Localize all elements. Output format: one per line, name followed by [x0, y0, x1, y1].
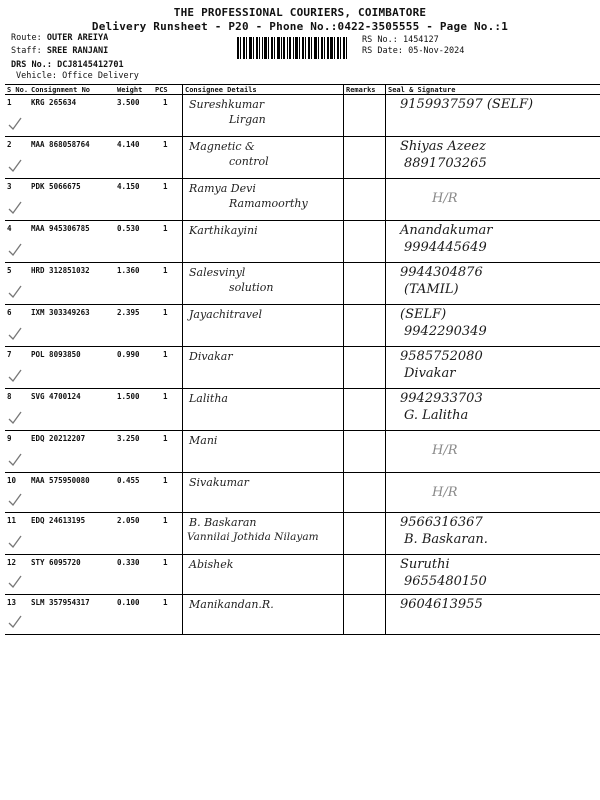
check-mark-icon [8, 535, 22, 549]
consignment-cell [29, 513, 115, 555]
sno-cell [5, 263, 29, 305]
sno-value: 10 [7, 476, 17, 485]
remarks-cell [344, 473, 386, 513]
pcs-cell [153, 95, 183, 137]
consignee-name-line: solution [229, 281, 274, 294]
pcs-value: 1 [163, 308, 168, 317]
pcs-cell [153, 305, 183, 347]
consignee-cell [183, 137, 344, 179]
signature-text: (TAMIL) [404, 282, 459, 297]
consignee-name-line: Divakar [189, 350, 233, 363]
table-row [5, 347, 600, 389]
check-mark-icon [8, 201, 22, 215]
col-sno: S No. [7, 85, 29, 94]
sno-cell [5, 95, 29, 137]
table-row [5, 305, 600, 347]
sno-cell [5, 595, 29, 635]
sno-value: 4 [7, 224, 12, 233]
table-row [5, 431, 600, 473]
seal-signature-cell [386, 513, 600, 555]
check-mark-icon [8, 453, 22, 467]
weight-cell [115, 555, 153, 595]
sno-cell [5, 431, 29, 473]
table-row [5, 221, 600, 263]
signature-text: H/R [432, 191, 458, 206]
weight-cell [115, 513, 153, 555]
rs-date-label: RS Date: [362, 46, 403, 56]
consignment-cell [29, 555, 115, 595]
sno-value: 2 [7, 140, 12, 149]
consignee-cell [183, 513, 344, 555]
consignee-cell [183, 473, 344, 513]
consignment-cell [29, 431, 115, 473]
weight-value: 0.530 [117, 224, 140, 233]
consignee-name-line: Manikandan.R. [189, 598, 274, 611]
remarks-cell [344, 513, 386, 555]
consignee-name-line: Abishek [189, 558, 234, 571]
signature-text: 9604613955 [400, 597, 483, 612]
remarks-cell [344, 431, 386, 473]
check-mark-icon [8, 243, 22, 257]
sno-cell [5, 389, 29, 431]
weight-cell [115, 389, 153, 431]
consignment-number: KRG 265634 [31, 98, 77, 107]
consignment-cell [29, 179, 115, 221]
table-row [5, 389, 600, 431]
weight-value: 4.140 [117, 140, 140, 149]
consignee-name-line: Mani [189, 434, 218, 447]
staff-label: Staff: [11, 46, 42, 56]
consignment-cell [29, 473, 115, 513]
sno-cell [5, 221, 29, 263]
drs-line [11, 60, 124, 70]
consignee-cell [183, 555, 344, 595]
sno-cell [5, 347, 29, 389]
table-row [5, 595, 600, 635]
consignee-name-line: B. Baskaran [189, 516, 257, 529]
consignment-number: SVG 4700124 [31, 392, 81, 401]
sno-cell [5, 137, 29, 179]
check-mark-icon [8, 369, 22, 383]
consignment-cell [29, 137, 115, 179]
sno-value: 1 [7, 98, 12, 107]
sno-value: 5 [7, 266, 12, 275]
consignment-cell [29, 389, 115, 431]
table-row [5, 555, 600, 595]
sno-value: 7 [7, 350, 12, 359]
weight-cell [115, 347, 153, 389]
weight-cell [115, 473, 153, 513]
consignee-name-line: Vannilai Jothida Nilayam [187, 531, 319, 543]
seal-signature-cell [386, 263, 600, 305]
check-mark-icon [8, 159, 22, 173]
weight-cell [115, 263, 153, 305]
remarks-cell [344, 137, 386, 179]
weight-value: 0.455 [117, 476, 140, 485]
seal-signature-cell [386, 179, 600, 221]
weight-value: 0.990 [117, 350, 140, 359]
pcs-value: 1 [163, 350, 168, 359]
seal-signature-cell [386, 137, 600, 179]
remarks-cell [344, 555, 386, 595]
vehicle-label: Vehicle: [16, 71, 57, 81]
signature-text: 9159937597 (SELF) [400, 97, 534, 112]
table-header-row [5, 85, 600, 95]
weight-cell [115, 221, 153, 263]
consignment-number: STY 6095720 [31, 558, 81, 567]
pcs-value: 1 [163, 598, 168, 607]
pcs-value: 1 [163, 434, 168, 443]
signature-text: B. Baskaran. [404, 532, 488, 547]
staff-line [11, 46, 108, 56]
consignee-cell [183, 305, 344, 347]
consignment-number: MAA 575950080 [31, 476, 90, 485]
consignment-number: MAA 868058764 [31, 140, 90, 149]
pcs-cell [153, 431, 183, 473]
table-row [5, 179, 600, 221]
signature-text: Shiyas Azeez [400, 139, 486, 154]
pcs-value: 1 [163, 516, 168, 525]
seal-signature-cell [386, 555, 600, 595]
rs-no-value: 1454127 [402, 35, 439, 45]
remarks-cell [344, 347, 386, 389]
signature-text: 9585752080 [400, 349, 483, 364]
consignee-cell [183, 263, 344, 305]
pcs-cell [153, 347, 183, 389]
vehicle-line [16, 71, 139, 81]
consignee-name-line: Sureshkumar [189, 98, 265, 111]
pcs-cell [153, 137, 183, 179]
remarks-cell [344, 221, 386, 263]
consignment-cell [29, 95, 115, 137]
signature-text: 9942933703 [400, 391, 483, 406]
pcs-cell [153, 263, 183, 305]
drs-value: DCJ8145412701 [57, 60, 124, 70]
consignment-number: PDK 5066675 [31, 182, 81, 191]
signature-text: (SELF) [400, 307, 447, 322]
weight-cell [115, 137, 153, 179]
sno-value: 3 [7, 182, 12, 191]
consignment-cell [29, 305, 115, 347]
consignment-number: MAA 945306785 [31, 224, 90, 233]
sno-value: 8 [7, 392, 12, 401]
weight-cell [115, 305, 153, 347]
signature-text: 9942290349 [404, 324, 487, 339]
consignment-number: SLM 357954317 [31, 598, 90, 607]
weight-cell [115, 179, 153, 221]
weight-value: 1.360 [117, 266, 140, 275]
consignment-number: EDQ 24613195 [31, 516, 86, 525]
weight-value: 0.100 [117, 598, 140, 607]
pcs-cell [153, 595, 183, 635]
weight-value: 1.500 [117, 392, 140, 401]
sno-cell [5, 473, 29, 513]
consignee-cell [183, 431, 344, 473]
consignee-name-line: Ramya Devi [189, 182, 256, 195]
consignment-cell [29, 595, 115, 635]
consignment-cell [29, 347, 115, 389]
remarks-cell [344, 595, 386, 635]
consignee-name-line: Karthikayini [189, 224, 258, 237]
signature-text: H/R [432, 485, 458, 500]
table-row [5, 473, 600, 513]
runsheet-table [5, 84, 600, 635]
check-mark-icon [8, 285, 22, 299]
check-mark-icon [8, 327, 22, 341]
runsheet-subtitle: Delivery Runsheet - P20 - Phone No.:0422-3505555 - Page No.:1 [91, 20, 509, 33]
col-weight: Weight [115, 85, 153, 95]
consignee-cell [183, 221, 344, 263]
sno-cell [5, 555, 29, 595]
remarks-cell [344, 263, 386, 305]
sno-cell [5, 305, 29, 347]
consignment-cell [29, 263, 115, 305]
pcs-cell [153, 179, 183, 221]
sno-value: 9 [7, 434, 12, 443]
consignee-name-line: Lalitha [189, 392, 228, 405]
consignee-cell [183, 389, 344, 431]
consignee-name-line: Jayachitravel [189, 308, 262, 321]
table-row [5, 95, 600, 137]
seal-signature-cell [386, 221, 600, 263]
col-consignment: Consignment No [29, 85, 115, 95]
signature-text: 9566316367 [400, 515, 483, 530]
signature-text: Divakar [404, 366, 456, 381]
pcs-value: 1 [163, 98, 168, 107]
sno-cell [5, 179, 29, 221]
consignee-name-line: Lirgan [229, 113, 266, 126]
col-pcs: PCS [153, 85, 183, 95]
consignee-name-line: control [229, 155, 269, 168]
pcs-value: 1 [163, 224, 168, 233]
pcs-cell [153, 555, 183, 595]
consignee-cell [183, 347, 344, 389]
pcs-value: 1 [163, 140, 168, 149]
remarks-cell [344, 179, 386, 221]
pcs-value: 1 [163, 476, 168, 485]
sno-value: 6 [7, 308, 12, 317]
weight-value: 3.250 [117, 434, 140, 443]
check-mark-icon [8, 575, 22, 589]
staff-value: SREE RANJANI [46, 46, 109, 56]
weight-value: 2.395 [117, 308, 140, 317]
remarks-cell [344, 305, 386, 347]
col-remarks: Remarks [344, 85, 386, 95]
seal-signature-cell [386, 595, 600, 635]
signature-text: Suruthi [400, 557, 450, 572]
seal-signature-cell [386, 347, 600, 389]
route-value: OUTER AREIYA [46, 33, 109, 43]
table-row [5, 137, 600, 179]
seal-signature-cell [386, 305, 600, 347]
consignee-name-line: Salesvinyl [189, 266, 246, 279]
consignment-number: EDQ 20212207 [31, 434, 86, 443]
consignment-number: POL 8093850 [31, 350, 81, 359]
sno-value: 13 [7, 598, 17, 607]
table-row [5, 513, 600, 555]
signature-text: 9944304876 [400, 265, 483, 280]
sno-value: 12 [7, 558, 17, 567]
rs-no-label: RS No.: [362, 35, 398, 45]
sno-cell [5, 513, 29, 555]
signature-text: G. Lalitha [404, 408, 469, 423]
route-label: Route: [11, 33, 42, 43]
consignee-cell [183, 95, 344, 137]
col-consignee: Consignee Details [183, 85, 344, 95]
seal-signature-cell [386, 431, 600, 473]
consignee-name-line: Sivakumar [189, 476, 249, 489]
rs-no-line [362, 35, 439, 45]
pcs-value: 1 [163, 266, 168, 275]
signature-text: 9655480150 [404, 574, 487, 589]
table-row [5, 263, 600, 305]
consignee-cell [183, 179, 344, 221]
barcode-image [237, 37, 347, 59]
check-mark-icon [8, 615, 22, 629]
company-title: THE PROFESSIONAL COURIERS, COIMBATORE [173, 6, 427, 19]
check-mark-icon [8, 117, 22, 131]
remarks-cell [344, 95, 386, 137]
vehicle-value: Office Delivery [62, 71, 139, 81]
seal-signature-cell [386, 389, 600, 431]
rs-date-value: 05-Nov-2024 [408, 46, 465, 56]
weight-value: 0.330 [117, 558, 140, 567]
seal-signature-cell [386, 95, 600, 137]
pcs-cell [153, 513, 183, 555]
route-line [11, 33, 108, 43]
weight-value: 3.500 [117, 98, 140, 107]
weight-cell [115, 431, 153, 473]
pcs-value: 1 [163, 558, 168, 567]
drs-label: DRS No.: [11, 60, 52, 70]
col-seal-signature: Seal & Signature [386, 85, 600, 95]
signature-text: H/R [432, 443, 458, 458]
rs-date-line [362, 46, 464, 56]
signature-text: Anandakumar [400, 223, 493, 238]
pcs-cell [153, 473, 183, 513]
seal-signature-cell [386, 473, 600, 513]
signature-text: 9994445649 [404, 240, 487, 255]
sno-value: 11 [7, 516, 17, 525]
pcs-cell [153, 389, 183, 431]
consignment-number: HRD 312851032 [31, 266, 90, 275]
remarks-cell [344, 389, 386, 431]
weight-cell [115, 595, 153, 635]
pcs-value: 1 [163, 182, 168, 191]
consignee-name-line: Ramamoorthy [229, 197, 308, 210]
consignment-cell [29, 221, 115, 263]
pcs-cell [153, 221, 183, 263]
consignment-number: IXM 303349263 [31, 308, 90, 317]
check-mark-icon [8, 493, 22, 507]
signature-text: 8891703265 [404, 156, 487, 171]
weight-value: 2.050 [117, 516, 140, 525]
consignee-name-line: Magnetic & [189, 140, 255, 153]
check-mark-icon [8, 411, 22, 425]
weight-value: 4.150 [117, 182, 140, 191]
weight-cell [115, 95, 153, 137]
pcs-value: 1 [163, 392, 168, 401]
consignee-cell [183, 595, 344, 635]
